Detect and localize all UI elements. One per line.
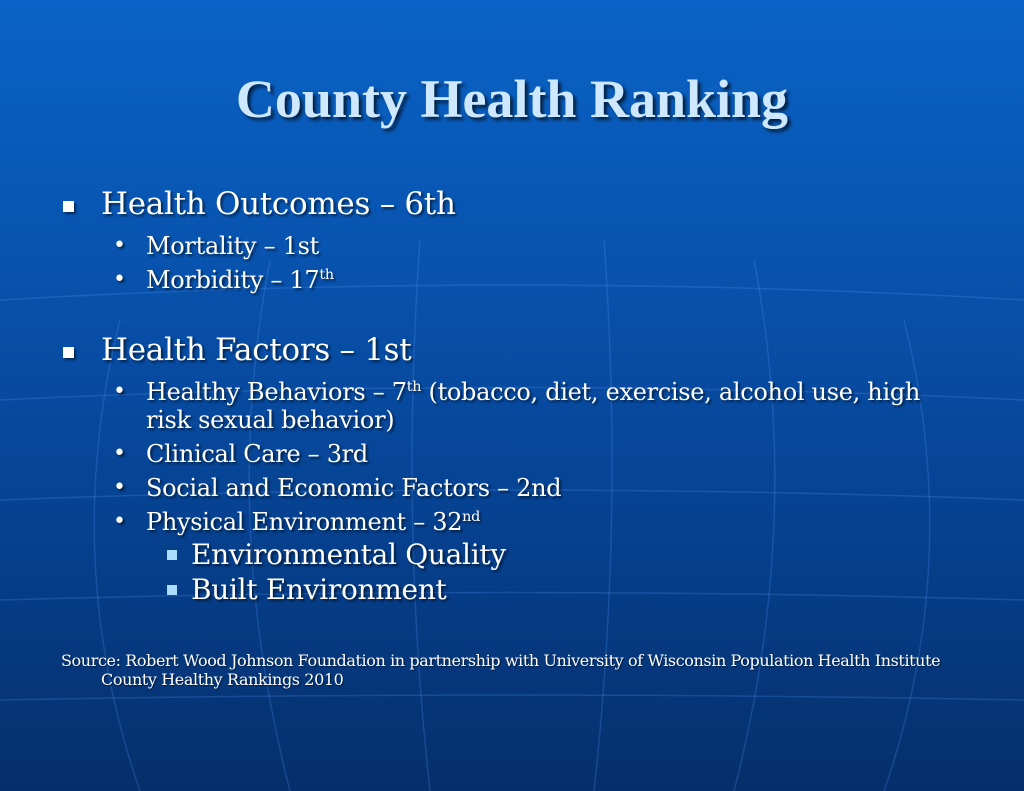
- health-outcomes-label: Health Outcomes – 6th: [101, 186, 456, 222]
- round-bullet-icon: •: [113, 441, 126, 466]
- slide-title: County Health Ranking: [235, 69, 789, 129]
- health-factors-label: Health Factors – 1st: [101, 332, 412, 368]
- morbidity-label: Morbidity – 17: [146, 266, 320, 294]
- round-bullet-icon: •: [113, 267, 126, 292]
- round-bullet-icon: •: [113, 475, 126, 500]
- built-environment-item: [60, 573, 960, 606]
- healthy-behaviors-item: [60, 378, 960, 434]
- morbidity-ordinal-suffix: th: [319, 267, 334, 283]
- slide-body: [60, 182, 960, 606]
- source-line-2: County Healthy Rankings 2010: [101, 670, 344, 689]
- environmental-quality-label: Environmental Quality: [191, 538, 506, 571]
- social-economic-label: Social and Economic Factors – 2nd: [146, 474, 562, 502]
- round-bullet-icon: •: [113, 509, 126, 534]
- square-bullet-icon: [63, 201, 74, 212]
- health-outcomes-item: [60, 182, 960, 226]
- mortality-item: [60, 232, 960, 260]
- clinical-care-label: Clinical Care – 3rd: [146, 440, 368, 468]
- round-bullet-icon: •: [113, 233, 126, 258]
- source-line-1: Source: Robert Wood Johnson Foundation in partnership with University of Wisconsin Population Health Institute: [61, 651, 941, 670]
- square-bullet-icon: [63, 347, 74, 358]
- healthy-behaviors-label: Healthy Behaviors – 7: [146, 378, 407, 406]
- physical-environment-label: Physical Environment – 32: [146, 508, 463, 536]
- environmental-quality-item: [60, 538, 960, 571]
- square-bullet-icon: [167, 585, 177, 595]
- morbidity-item: [60, 266, 960, 294]
- round-bullet-icon: •: [113, 379, 126, 404]
- mortality-label: Mortality – 1st: [146, 232, 319, 260]
- physical-environment-item: [60, 508, 960, 536]
- built-environment-label: Built Environment: [191, 573, 447, 606]
- source-citation: [61, 651, 991, 689]
- social-economic-item: [60, 474, 960, 502]
- healthy-behaviors-ordinal-suffix: th: [406, 379, 422, 395]
- square-bullet-icon: [167, 550, 177, 560]
- healthy-behaviors-detail: (tobacco, diet, exercise, alcohol use, high risk sexual behavior): [146, 378, 921, 434]
- physical-environment-ordinal-suffix: nd: [462, 509, 481, 525]
- health-factors-item: [60, 328, 960, 372]
- clinical-care-item: [60, 440, 960, 468]
